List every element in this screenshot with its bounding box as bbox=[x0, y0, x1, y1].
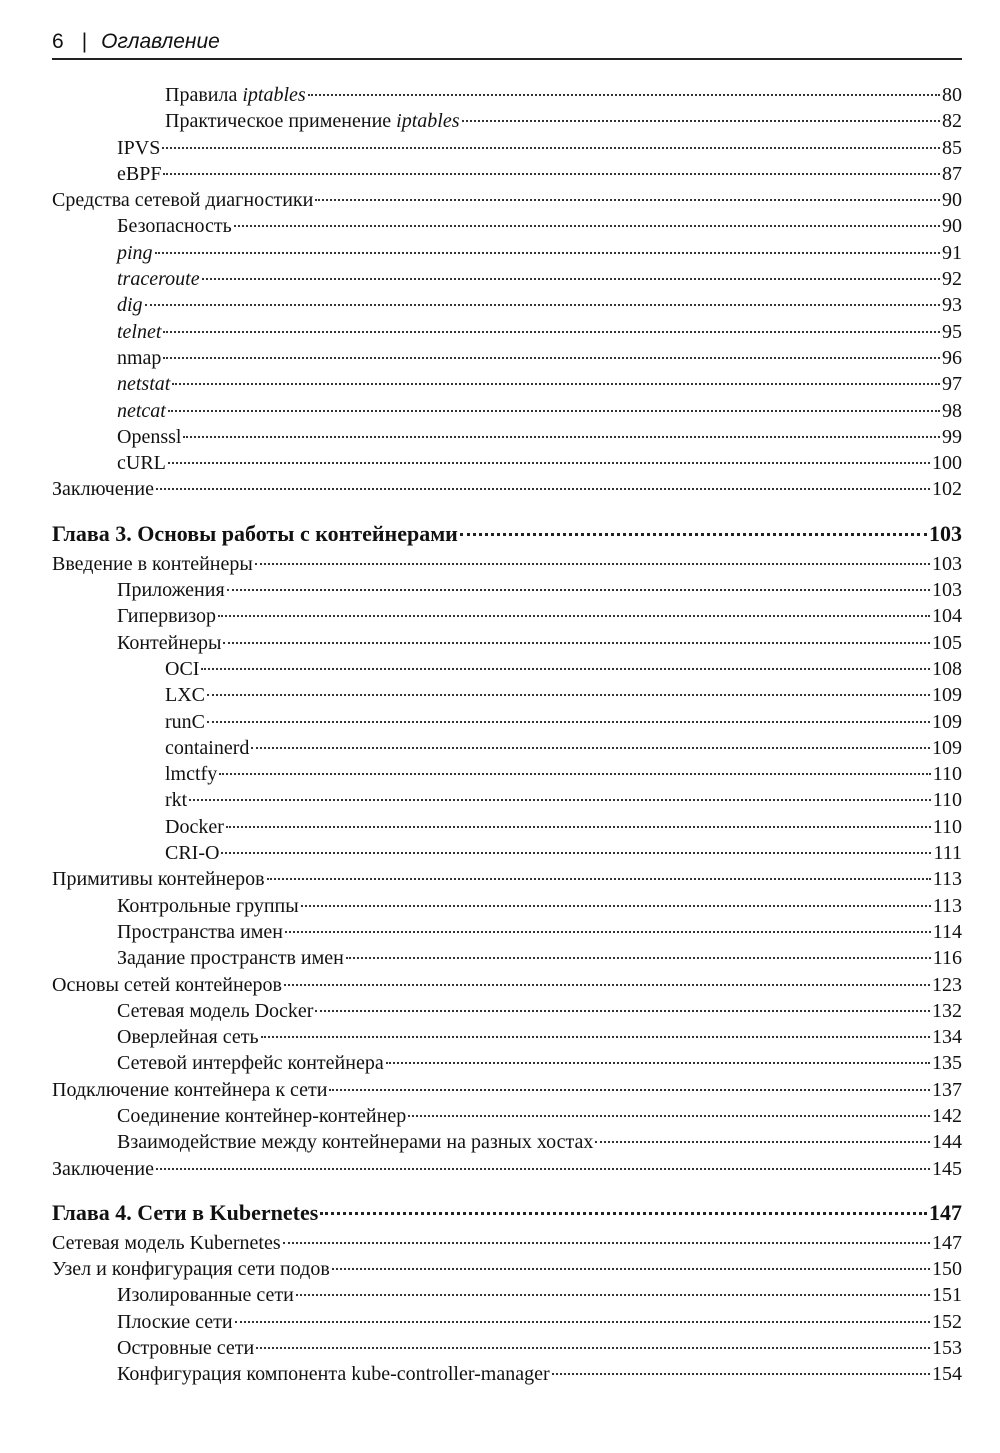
toc-entry-page: 134 bbox=[932, 1026, 962, 1049]
dot-leader bbox=[156, 488, 930, 490]
toc-entry-title-italic: netcat bbox=[117, 399, 166, 422]
dot-leader bbox=[163, 357, 940, 359]
dot-leader bbox=[226, 826, 931, 828]
dot-leader bbox=[221, 852, 931, 854]
toc-entry-page: 85 bbox=[942, 136, 962, 159]
toc-entry-title-text: runC bbox=[165, 710, 205, 733]
toc-entry-title-text: Безопасность bbox=[117, 215, 232, 238]
toc-entry-page: 110 bbox=[932, 789, 962, 812]
toc-entry[interactable] bbox=[52, 787, 962, 813]
toc-entry[interactable] bbox=[52, 1309, 962, 1335]
toc-entry-title-text: Сетевой интерфейс контейнера bbox=[117, 1052, 384, 1075]
toc-entry-title bbox=[52, 866, 265, 892]
toc-entry[interactable] bbox=[52, 345, 962, 371]
toc-entry-title bbox=[117, 893, 299, 919]
toc-entry[interactable] bbox=[52, 1024, 962, 1050]
dot-leader bbox=[219, 773, 931, 775]
dot-leader bbox=[329, 1089, 930, 1091]
toc-entry-page: 154 bbox=[932, 1363, 962, 1386]
toc-entry-page: 103 bbox=[929, 520, 962, 546]
dot-leader bbox=[189, 799, 931, 801]
toc-entry[interactable] bbox=[52, 1077, 962, 1103]
toc-entry[interactable] bbox=[52, 656, 962, 682]
header-title: Оглавление bbox=[101, 30, 220, 53]
toc-entry-title bbox=[165, 682, 205, 708]
toc-entry-page: 82 bbox=[942, 110, 962, 133]
toc-entry-title bbox=[117, 1024, 259, 1050]
toc-entry-title bbox=[52, 1256, 330, 1282]
dot-leader bbox=[162, 147, 940, 149]
dot-leader bbox=[223, 642, 930, 644]
toc-entry-title-italic: netstat bbox=[117, 373, 171, 396]
toc-entry[interactable] bbox=[52, 135, 962, 161]
header-separator: | bbox=[81, 30, 88, 53]
toc-entry[interactable] bbox=[52, 424, 962, 450]
toc-entry[interactable] bbox=[52, 919, 962, 945]
toc-entry-title-text: Сетевая модель Docker bbox=[117, 999, 314, 1022]
toc-entry-title-text: Приложения bbox=[117, 579, 225, 602]
toc-entry-title bbox=[117, 1282, 294, 1308]
toc-entry[interactable] bbox=[52, 1156, 962, 1182]
table-of-contents bbox=[52, 82, 962, 1388]
toc-entry[interactable] bbox=[52, 603, 962, 629]
toc-entry[interactable] bbox=[52, 1282, 962, 1308]
toc-entry-title-text: Openssl bbox=[117, 425, 182, 448]
toc-entry-title bbox=[117, 135, 160, 161]
toc-entry-page: 142 bbox=[932, 1104, 962, 1127]
toc-entry-page: 147 bbox=[932, 1231, 962, 1254]
toc-entry[interactable] bbox=[52, 213, 962, 239]
toc-entry-page: 96 bbox=[942, 346, 962, 369]
toc-entry-title-text: Контрольные группы bbox=[117, 894, 299, 917]
toc-entry-title-italic: traceroute bbox=[117, 268, 200, 291]
toc-entry-page: 111 bbox=[933, 842, 962, 865]
toc-entry[interactable] bbox=[52, 945, 962, 971]
toc-entry-title-text: Основы сетей контейнеров bbox=[52, 973, 282, 996]
toc-entry-title-italic: telnet bbox=[117, 320, 162, 343]
toc-entry-title-text: Контейнеры bbox=[117, 631, 222, 654]
running-header bbox=[52, 28, 962, 60]
toc-entry[interactable] bbox=[52, 266, 962, 292]
toc-entry-title bbox=[52, 1230, 281, 1256]
dot-leader bbox=[308, 94, 940, 96]
toc-entry[interactable] bbox=[52, 1103, 962, 1129]
dot-leader bbox=[163, 331, 940, 333]
toc-entry-page: 116 bbox=[932, 947, 962, 970]
toc-entry-title-text: OCI bbox=[165, 657, 200, 680]
toc-entry-title bbox=[117, 319, 161, 345]
dot-leader bbox=[183, 436, 940, 438]
toc-entry-title-text: Практическое применение bbox=[165, 110, 397, 133]
dot-leader bbox=[552, 1373, 930, 1375]
toc-entry-title-italic: iptables bbox=[396, 110, 460, 133]
toc-entry-title-text: Введение в контейнеры bbox=[52, 552, 253, 575]
toc-entry-title bbox=[117, 919, 283, 945]
toc-entry-title-text: Средства сетевой диагностики bbox=[52, 189, 314, 212]
toc-entry-title bbox=[117, 1309, 233, 1335]
toc-entry[interactable] bbox=[52, 319, 962, 345]
toc-entry-title-text: lmctfy bbox=[165, 763, 218, 786]
toc-entry-title bbox=[117, 577, 225, 603]
toc-entry-title bbox=[117, 345, 161, 371]
toc-entry-page: 109 bbox=[932, 710, 962, 733]
toc-entry-title-text: Изолированные сети bbox=[117, 1284, 294, 1307]
dot-leader bbox=[201, 668, 930, 670]
toc-entry-title-text: Глава 3. Основы работы с контейнерами bbox=[52, 520, 458, 546]
dot-leader bbox=[284, 984, 930, 986]
toc-entry-title bbox=[52, 551, 253, 577]
toc-entry-title bbox=[52, 187, 313, 213]
dot-leader bbox=[235, 1321, 930, 1323]
toc-entry-page: 99 bbox=[942, 425, 962, 448]
toc-entry-title bbox=[117, 213, 232, 239]
toc-entry-page: 153 bbox=[932, 1337, 962, 1360]
toc-entry-page: 97 bbox=[942, 373, 962, 396]
toc-entry-page: 144 bbox=[932, 1131, 962, 1154]
toc-entry-title-italic: ping bbox=[117, 241, 153, 264]
toc-entry[interactable] bbox=[52, 998, 962, 1024]
toc-entry[interactable] bbox=[52, 551, 962, 577]
toc-entry-page: 123 bbox=[932, 973, 962, 996]
toc-entry-title bbox=[165, 709, 205, 735]
toc-entry-page: 100 bbox=[932, 452, 962, 475]
toc-entry[interactable] bbox=[52, 682, 962, 708]
toc-entry-title-text: Соединение контейнер-контейнер bbox=[117, 1104, 407, 1127]
toc-entry-page: 150 bbox=[932, 1258, 962, 1281]
toc-entry-page: 147 bbox=[929, 1199, 962, 1225]
toc-entry[interactable] bbox=[52, 108, 962, 134]
toc-entry[interactable] bbox=[52, 630, 962, 656]
dot-leader bbox=[163, 173, 940, 175]
toc-entry[interactable] bbox=[52, 1050, 962, 1076]
dot-leader bbox=[315, 1010, 930, 1012]
toc-entry-page: 103 bbox=[932, 579, 962, 602]
dot-leader bbox=[386, 1062, 930, 1064]
toc-entry-title-text: Пространства имен bbox=[117, 920, 283, 943]
toc-entry-title-text: Правила bbox=[165, 84, 243, 106]
toc-entry-title bbox=[117, 1050, 384, 1076]
toc-entry-title bbox=[117, 1129, 593, 1155]
dot-leader bbox=[267, 878, 931, 880]
page-number: 6 bbox=[52, 30, 64, 53]
toc-entry[interactable] bbox=[52, 476, 962, 502]
toc-entry-title bbox=[165, 787, 187, 813]
toc-entry[interactable] bbox=[52, 893, 962, 919]
toc-entry-title bbox=[165, 814, 224, 840]
toc-entry-page: 113 bbox=[932, 868, 962, 891]
toc-entry-title-text: CRI-O bbox=[165, 842, 220, 865]
toc-entry[interactable] bbox=[52, 371, 962, 397]
toc-entry-title-text: Docker bbox=[165, 815, 224, 838]
toc-entry-title-text: Заключение bbox=[52, 1157, 154, 1180]
toc-entry-title bbox=[117, 603, 216, 629]
dot-leader bbox=[283, 1242, 930, 1244]
toc-entry[interactable] bbox=[52, 1129, 962, 1155]
toc-entry-title bbox=[117, 1335, 254, 1361]
toc-entry-page: 108 bbox=[932, 657, 962, 680]
toc-entry-page: 132 bbox=[932, 999, 962, 1022]
toc-entry-title-text: IPVS bbox=[117, 136, 161, 159]
toc-entry[interactable] bbox=[52, 398, 962, 424]
toc-entry-page: 137 bbox=[932, 1078, 962, 1101]
dot-leader bbox=[202, 278, 940, 280]
toc-entry-page: 90 bbox=[942, 215, 962, 238]
toc-entry-title-text: Конфигурация компонента kube-controller-manager bbox=[117, 1363, 550, 1386]
toc-entry-page: 90 bbox=[942, 189, 962, 212]
toc-entry[interactable] bbox=[52, 1335, 962, 1361]
toc-entry-title-text: LXC bbox=[165, 684, 205, 707]
toc-entry-page: 92 bbox=[942, 268, 962, 291]
toc-entry-title bbox=[52, 1196, 318, 1230]
toc-entry-title bbox=[165, 761, 217, 787]
toc-entry-title-text: Островные сети bbox=[117, 1337, 255, 1360]
toc-entry-title bbox=[117, 292, 143, 318]
toc-entry-title bbox=[165, 82, 306, 108]
toc-entry-title bbox=[52, 476, 154, 502]
toc-entry-title bbox=[165, 840, 219, 866]
toc-entry-page: 151 bbox=[932, 1284, 962, 1307]
toc-entry[interactable] bbox=[52, 161, 962, 187]
toc-entry-page: 87 bbox=[942, 162, 962, 185]
toc-entry[interactable] bbox=[52, 82, 962, 108]
toc-entry-title-text: Подключение контейнера к сети bbox=[52, 1078, 328, 1101]
toc-entry-page: 105 bbox=[932, 631, 962, 654]
dot-leader bbox=[168, 410, 940, 412]
toc-entry-page: 80 bbox=[942, 84, 962, 106]
dot-leader bbox=[261, 1036, 930, 1038]
toc-entry-title bbox=[117, 998, 313, 1024]
dot-leader bbox=[227, 589, 930, 591]
dot-leader bbox=[256, 1347, 930, 1349]
toc-entry-title bbox=[117, 240, 153, 266]
dot-leader bbox=[172, 383, 940, 385]
toc-entry-title bbox=[117, 630, 221, 656]
toc-entry-title bbox=[117, 161, 161, 187]
toc-entry-page: 110 bbox=[932, 763, 962, 786]
toc-entry-title-text: Заключение bbox=[52, 478, 154, 501]
toc-entry-page: 91 bbox=[942, 241, 962, 264]
toc-entry-title-text: Примитивы контейнеров bbox=[52, 868, 265, 891]
dot-leader bbox=[346, 957, 931, 959]
toc-entry[interactable] bbox=[52, 292, 962, 318]
toc-entry-title-text: Плоские сети bbox=[117, 1310, 233, 1333]
dot-leader bbox=[218, 615, 930, 617]
dot-leader bbox=[296, 1294, 930, 1296]
dot-leader bbox=[156, 1168, 930, 1170]
toc-entry-title bbox=[52, 972, 282, 998]
toc-entry-title-text: nmap bbox=[117, 346, 162, 369]
toc-entry-title-text: Задание пространств имен bbox=[117, 947, 344, 970]
toc-entry-page: 95 bbox=[942, 320, 962, 343]
toc-entry-title bbox=[165, 735, 249, 761]
toc-chapter-entry[interactable] bbox=[52, 1196, 962, 1230]
toc-entry-page: 152 bbox=[932, 1310, 962, 1333]
toc-entry-page: 109 bbox=[932, 736, 962, 759]
toc-entry-page: 109 bbox=[932, 684, 962, 707]
dot-leader bbox=[207, 694, 930, 696]
toc-entry-page: 104 bbox=[932, 605, 962, 628]
toc-entry-title-text: Оверлейная сеть bbox=[117, 1026, 259, 1049]
toc-entry[interactable] bbox=[52, 709, 962, 735]
toc-entry-title bbox=[165, 108, 460, 134]
toc-entry-title-text: Сетевая модель Kubernetes bbox=[52, 1231, 281, 1254]
toc-entry[interactable] bbox=[52, 577, 962, 603]
toc-entry-title bbox=[117, 398, 166, 424]
toc-entry[interactable] bbox=[52, 187, 962, 213]
toc-entry-title-text: rkt bbox=[165, 789, 188, 812]
dot-leader bbox=[462, 120, 941, 122]
dot-leader bbox=[332, 1268, 930, 1270]
toc-entry-title-text: Взаимодействие между контейнерами на разных хостах bbox=[117, 1131, 594, 1154]
dot-leader bbox=[207, 721, 930, 723]
toc-entry-title bbox=[52, 1077, 327, 1103]
toc-entry-title bbox=[52, 517, 458, 551]
toc-entry[interactable] bbox=[52, 814, 962, 840]
dot-leader bbox=[301, 905, 931, 907]
dot-leader bbox=[460, 533, 927, 536]
toc-entry-page: 135 bbox=[932, 1052, 962, 1075]
dot-leader bbox=[234, 225, 940, 227]
toc-entry-title bbox=[117, 450, 166, 476]
toc-entry-title-text: eBPF bbox=[117, 162, 162, 185]
toc-entry-page: 114 bbox=[932, 920, 962, 943]
dot-leader bbox=[145, 304, 940, 306]
toc-entry-title bbox=[117, 424, 181, 450]
toc-entry-title-text: Гипервизор bbox=[117, 605, 217, 628]
toc-entry[interactable] bbox=[52, 240, 962, 266]
toc-entry-page: 103 bbox=[932, 552, 962, 575]
toc-entry-page: 113 bbox=[932, 894, 962, 917]
toc-entry-page: 110 bbox=[932, 815, 962, 838]
toc-entry-title-text: Глава 4. Сети в Kubernetes bbox=[52, 1199, 319, 1225]
toc-entry[interactable] bbox=[52, 972, 962, 998]
toc-entry[interactable] bbox=[52, 1230, 962, 1256]
toc-entry-title bbox=[117, 945, 344, 971]
dot-leader bbox=[408, 1115, 930, 1117]
toc-entry-title bbox=[117, 1103, 406, 1129]
dot-leader bbox=[155, 252, 940, 254]
toc-entry-title bbox=[117, 371, 170, 397]
dot-leader bbox=[251, 747, 930, 749]
toc-entry-title-italic: iptables bbox=[242, 84, 306, 106]
toc-chapter-entry[interactable] bbox=[52, 517, 962, 551]
toc-entry-title-text: containerd bbox=[165, 736, 250, 759]
toc-entry[interactable] bbox=[52, 1361, 962, 1387]
toc-entry[interactable] bbox=[52, 1256, 962, 1282]
toc-entry-page: 98 bbox=[942, 399, 962, 422]
toc-entry[interactable] bbox=[52, 761, 962, 787]
toc-entry[interactable] bbox=[52, 866, 962, 892]
toc-entry-title-text: Узел и конфигурация сети подов bbox=[52, 1258, 330, 1281]
toc-entry-title bbox=[117, 266, 200, 292]
dot-leader bbox=[285, 931, 931, 933]
toc-entry[interactable] bbox=[52, 450, 962, 476]
toc-entry-title bbox=[117, 1361, 550, 1387]
toc-entry[interactable] bbox=[52, 840, 962, 866]
dot-leader bbox=[320, 1212, 927, 1215]
toc-entry-page: 145 bbox=[932, 1157, 962, 1180]
toc-entry-page: 102 bbox=[932, 478, 962, 501]
toc-entry-title bbox=[165, 656, 199, 682]
toc-entry-title-text: cURL bbox=[117, 452, 166, 475]
dot-leader bbox=[168, 462, 930, 464]
toc-entry-title bbox=[52, 1156, 154, 1182]
toc-entry-page: 93 bbox=[942, 294, 962, 317]
toc-entry-title-italic: dig bbox=[117, 294, 143, 317]
dot-leader bbox=[255, 563, 930, 565]
dot-leader bbox=[315, 199, 940, 201]
toc-entry[interactable] bbox=[52, 735, 962, 761]
dot-leader bbox=[595, 1141, 930, 1143]
